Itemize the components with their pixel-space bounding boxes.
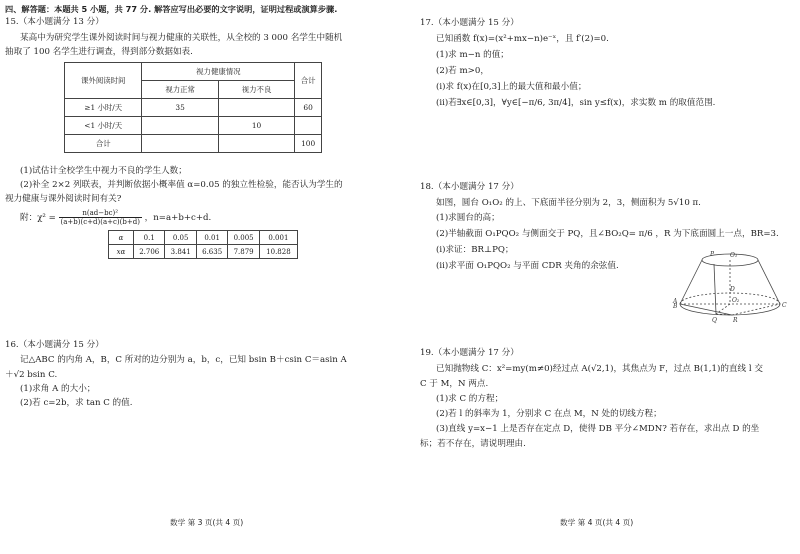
table-cell: ≥1 小时/天 xyxy=(65,99,142,117)
table-row xyxy=(65,117,322,135)
q19-line2: C 于 M，N 两点. xyxy=(420,379,489,389)
chi-square-formula xyxy=(20,207,211,229)
q17-title: 17.（本小题满分 15 分） xyxy=(420,18,519,28)
q19-part3-line2: 标；若不存在，请说明理由. xyxy=(420,439,526,449)
label-o1: O₁ xyxy=(730,252,738,259)
q19-line1: 已知抛物线 C：x²=my(m≠0)经过点 A(√2,1)，其焦点为 F，过点 B(1,1)的直线 l 交 xyxy=(436,364,763,374)
q17-part2: (2)若 m>0， xyxy=(436,66,489,76)
table-header-total: 合计 xyxy=(295,63,322,99)
q16-line1: 记△ABC 的内角 A，B，C 所对的边分别为 a，b，c，已知 bsin B＋csin C＝asin A xyxy=(20,355,347,365)
frustum-figure xyxy=(672,246,796,328)
q17-part2-ii: (ⅱ)若∃x∈[0,3]，∀y∈[−π/6, 3π/4]，sin y≤f(x)，求实数 m 的取值范围. xyxy=(436,98,716,108)
label-p: P xyxy=(710,251,715,258)
q16-title: 16.（本小题满分 15 分） xyxy=(5,340,104,350)
q18-title: 18.（本小题满分 17 分） xyxy=(420,182,519,192)
formula-numerator: n(ad−bc)² xyxy=(59,209,142,218)
q18-part1: (1)求圆台的高； xyxy=(436,213,500,223)
section-header: 四、解答题：本题共 5 小题，共 77 分. 解答应写出必要的文字说明，证明过程或演算步骤. xyxy=(5,4,338,14)
q17-line1: 已知函数 f(x)=(x²+mx−n)e⁻ˣ，且 f′(2)=0. xyxy=(436,34,609,44)
q18-line1: 如图，圆台 O₁O₂ 的上、下底面半径分别为 2，3，侧面积为 5√10 π. xyxy=(436,198,701,208)
q18-part2-i: (ⅰ)求证：BR⊥PQ； xyxy=(436,245,514,255)
table-cell: 35 xyxy=(142,99,218,117)
table-cell: 7.879 xyxy=(228,245,259,259)
table-cell: <1 小时/天 xyxy=(65,117,142,135)
table-cell: 6.635 xyxy=(196,245,227,259)
q16-part1: (1)求角 A 的大小； xyxy=(20,384,96,394)
table-cell xyxy=(218,99,294,117)
label-c: C xyxy=(782,302,787,309)
q16-line2: ＋√2 bsin C. xyxy=(5,370,58,380)
table-row xyxy=(65,135,322,153)
q15-title: 15.（本小题满分 13 分） xyxy=(5,17,104,27)
formula-prefix: 附：χ² = xyxy=(20,213,56,223)
table-header-bad: 视力不良 xyxy=(218,81,294,99)
x-alpha-label: xα xyxy=(109,245,134,259)
table-row xyxy=(65,99,322,117)
table-header-reading: 课外阅读时间 xyxy=(65,63,142,99)
label-b: B xyxy=(673,303,678,310)
table-cell xyxy=(142,117,218,135)
q17-part2-i: (ⅰ)求 f(x)在[0,3]上的最大值和最小值； xyxy=(436,82,587,92)
table-header-normal: 视力正常 xyxy=(142,81,218,99)
q18-part2-ii: (ⅱ)求平面 O₁PQO₂ 与平面 CDR 夹角的余弦值. xyxy=(436,261,619,271)
label-q: Q xyxy=(712,317,717,324)
table-header-vision: 视力健康情况 xyxy=(142,63,295,81)
table-row xyxy=(109,245,298,259)
label-o2: O₂ xyxy=(732,297,740,304)
table-cell: 0.005 xyxy=(228,231,259,245)
table-cell: 2.706 xyxy=(134,245,165,259)
q15-part2-line1: (2)补全 2×2 列联表，并判断依据小概率值 α=0.05 的独立性检验，能否认为学生的 xyxy=(20,180,343,190)
table-cell: 合计 xyxy=(65,135,142,153)
q19-part3-line1: (3)直线 y=x−1 上是否存在定点 D，使得 DB 平分∠MDN? 若存在，求出点 D 的坐 xyxy=(436,424,760,434)
left-footer: 数学 第 3 页(共 4 页) xyxy=(170,518,244,527)
critical-value-table xyxy=(108,230,298,259)
table-cell xyxy=(142,135,218,153)
q19-title: 19.（本小题满分 17 分） xyxy=(420,348,519,358)
right-page xyxy=(400,0,800,554)
label-r: R xyxy=(733,317,738,324)
table-cell: 0.001 xyxy=(259,231,297,245)
q15-part2-line2: 视力健康与课外阅读时间有关? xyxy=(5,194,122,204)
table-cell: 100 xyxy=(295,135,322,153)
q15-part1: (1)试估计全校学生中视力不良的学生人数； xyxy=(20,166,187,176)
q17-part1: (1)求 m−n 的值； xyxy=(436,50,509,60)
table-cell: 0.1 xyxy=(134,231,165,245)
table-cell: 60 xyxy=(295,99,322,117)
alpha-label: α xyxy=(109,231,134,245)
label-a: A xyxy=(673,298,678,305)
table-cell: 0.01 xyxy=(196,231,227,245)
formula-fraction xyxy=(59,209,142,226)
table-row xyxy=(109,231,298,245)
q18-part2: (2)半轴截面 O₁PQO₂ 与侧面交于 PQ，且∠BO₂Q= π/6 ，R 为下底面圆上一点，BR=3. xyxy=(436,229,779,239)
q16-part2: (2)若 c=2b，求 tan C 的值. xyxy=(20,398,133,408)
q19-part1: (1)求 C 的方程； xyxy=(436,394,504,404)
table-cell: 3.841 xyxy=(165,245,196,259)
table-cell: 10.828 xyxy=(259,245,297,259)
label-d: D xyxy=(730,286,735,293)
contingency-table xyxy=(64,62,322,153)
table-cell xyxy=(295,117,322,135)
right-footer: 数学 第 4 页(共 4 页) xyxy=(560,518,634,527)
formula-suffix: ，n=a+b+c+d. xyxy=(144,213,212,223)
q15-intro-line2: 抽取了 100 名学生进行调查，得到部分数据如表. xyxy=(5,47,193,57)
table-cell xyxy=(218,135,294,153)
table-cell: 0.05 xyxy=(165,231,196,245)
q19-part2: (2)若 l 的斜率为 1，分别求 C 在点 M，N 处的切线方程； xyxy=(436,409,662,419)
q15-intro-line1: 某高中为研究学生课外阅读时间与视力健康的关联性，从全校的 3 000 名学生中随机 xyxy=(20,33,343,43)
formula-denominator: (a+b)(c+d)(a+c)(b+d) xyxy=(60,218,140,226)
table-cell: 10 xyxy=(218,117,294,135)
